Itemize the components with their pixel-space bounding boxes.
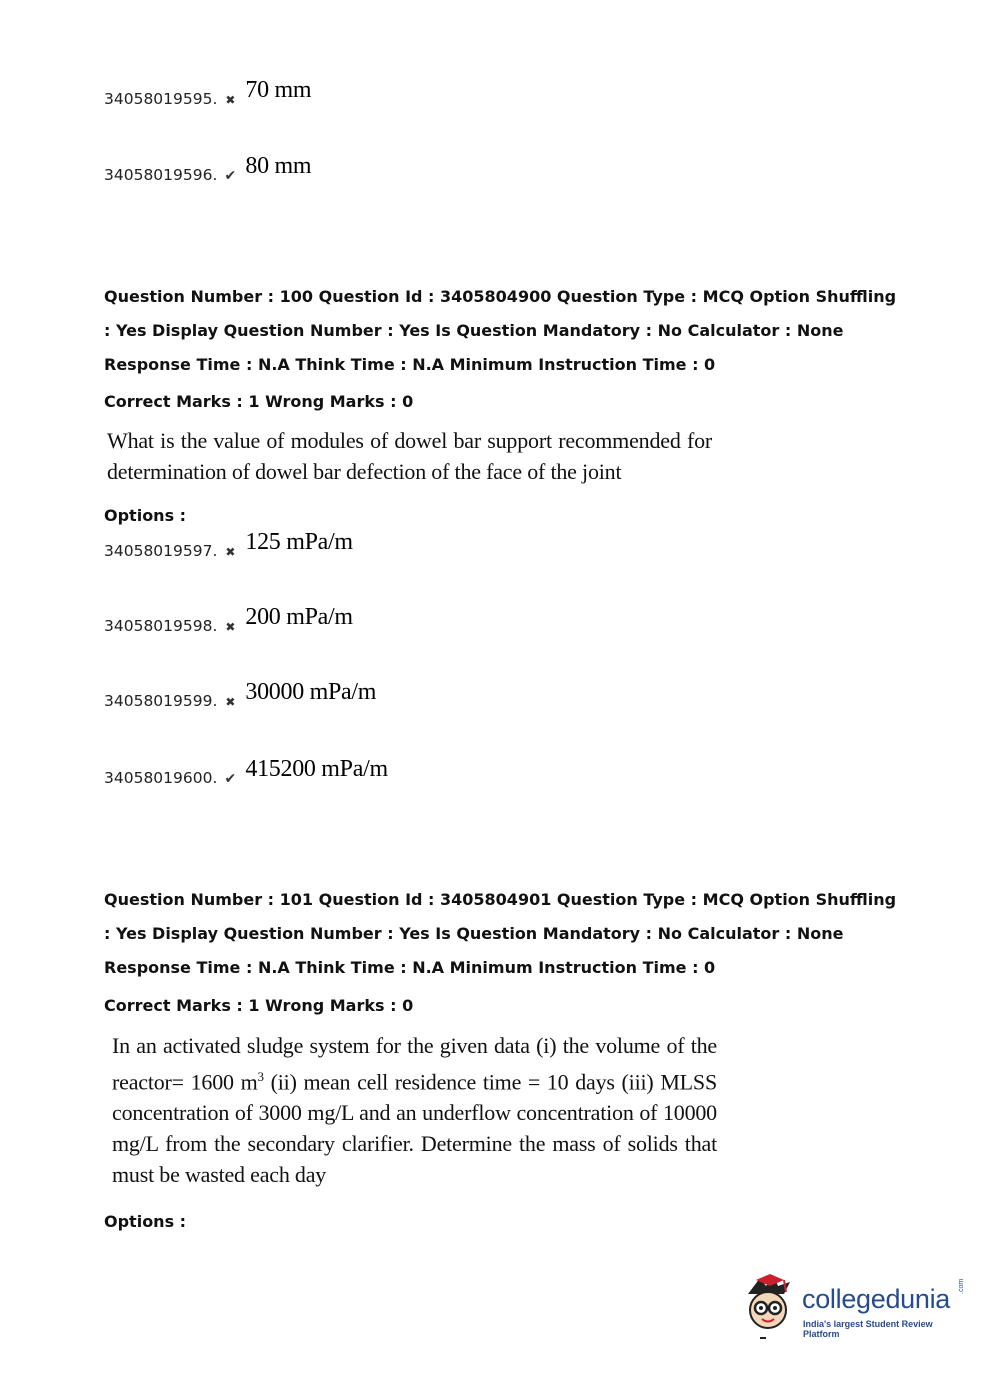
question-meta: Question Number : 101 Question Id : 3405804901 Question Type : MCQ Option Shuffling : Yes Display Question Number : Yes Is Question Mandatory : No Calculator : None Response Time : N.A Think Time : N.A Minimum Instruction Time : 0 — [104, 890, 897, 977]
question-meta: Question Number : 100 Question Id : 3405804900 Question Type : MCQ Option Shuffling : Yes Display Question Number : Yes Is Question Mandatory : No Calculator : None Response Time : N.A Think Time : N.A Minimum Instruction Time : 0 — [104, 287, 897, 374]
option-row — [104, 604, 353, 638]
check-icon: ✔ — [224, 168, 237, 184]
option-id: 34058019596. — [104, 166, 218, 184]
option-id: 34058019597. — [104, 542, 218, 560]
option-row — [104, 756, 388, 790]
check-icon: ✔ — [224, 771, 237, 787]
option-id: 34058019595. — [104, 90, 218, 108]
mascot-icon — [740, 1272, 802, 1342]
option-text: 80 mm — [245, 153, 312, 179]
option-row — [104, 529, 353, 563]
option-text: 70 mm — [245, 77, 312, 103]
option-text: 200 mPa/m — [245, 604, 353, 630]
option-id: 34058019599. — [104, 692, 218, 710]
logo-suffix: .com — [958, 1278, 965, 1294]
cross-icon: ✖ — [225, 545, 236, 559]
logo-tagline: India's largest Student Review Platform — [803, 1319, 933, 1339]
question-marks: Correct Marks : 1 Wrong Marks : 0 — [104, 392, 414, 411]
option-id: 34058019600. — [104, 769, 218, 787]
option-id: 34058019598. — [104, 617, 218, 635]
option-row — [104, 679, 377, 713]
cross-icon: ✖ — [225, 695, 236, 709]
question-text-part1: In an activated sludge system for the given data (i) the volume of the reactor= 1600 m — [112, 1033, 717, 1095]
option-text: 415200 mPa/m — [245, 756, 388, 782]
option-text: 125 mPa/m — [245, 529, 353, 555]
question-text — [112, 1030, 717, 1190]
collegedunia-logo — [740, 1272, 970, 1342]
question-text-part2: (ii) mean cell residence time = 10 days (iii) MLSS concentration of 3000 mg/L and an underflow concentration of 10000 mg/L from the secondary clarifier. Determine the mass of solids that must be wasted each day — [112, 1069, 717, 1188]
logo-name: collegedunia — [802, 1284, 951, 1314]
question-text: What is the value of modules of dowel bar support recommended for determination of dowel bar defection of the face of the joint — [107, 428, 712, 484]
options-label: Options : — [104, 506, 187, 525]
cross-icon: ✖ — [225, 93, 236, 107]
option-row — [104, 77, 312, 111]
option-row — [104, 153, 312, 187]
question-marks: Correct Marks : 1 Wrong Marks : 0 — [104, 996, 414, 1015]
superscript: 3 — [257, 1069, 264, 1084]
option-text: 30000 mPa/m — [245, 679, 377, 705]
cross-icon: ✖ — [225, 620, 236, 634]
options-label: Options : — [104, 1212, 187, 1231]
